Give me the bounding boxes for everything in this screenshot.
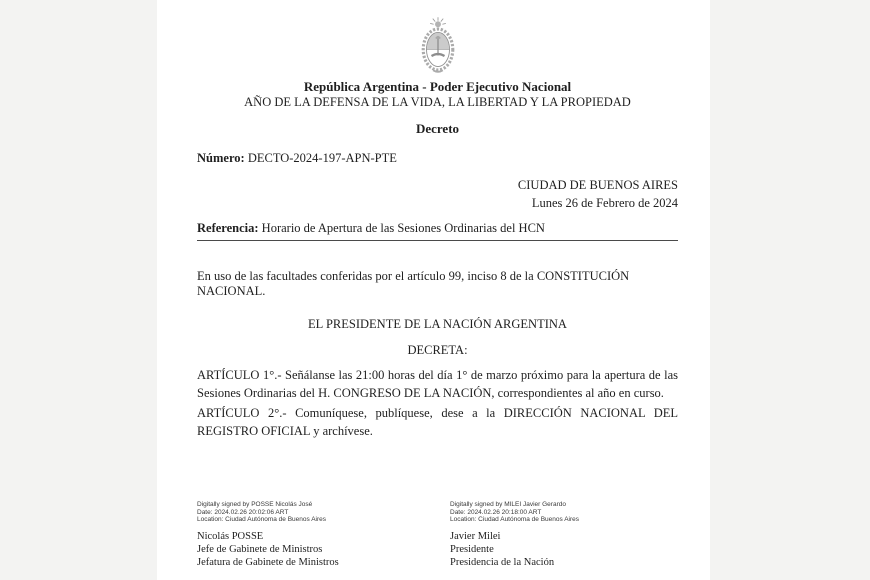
intro-paragraph: En uso de las facultades conferidas por el artículo 99, inciso 8 de la CONSTITUCIÓN NACIONAL. <box>197 269 630 298</box>
stamp-location: Location: Ciudad Autónoma de Buenos Aires <box>450 516 580 523</box>
coat-of-arms-wrap <box>197 16 678 81</box>
signer-identity <box>197 530 427 569</box>
signer-name: Nicolás POSSE <box>197 530 264 542</box>
place-date-block <box>197 176 678 212</box>
stamp-location: Location: Ciudad Autónoma de Buenos Aires <box>197 516 327 523</box>
argentina-coat-of-arms-icon <box>418 16 458 76</box>
year-motto-line: AÑO DE LA DEFENSA DE LA VIDA, LA LIBERTAD Y LA PROPIEDAD <box>244 95 631 109</box>
number-value: DECTO-2024-197-APN-PTE <box>247 151 397 165</box>
document-type-title: Decreto <box>415 121 460 136</box>
digital-signature-stamp <box>450 501 680 524</box>
signer-title: Jefe de Gabinete de Ministros <box>197 543 323 555</box>
signer-title: Presidente <box>450 543 494 555</box>
signer-identity <box>450 530 680 569</box>
reference-line <box>197 221 678 236</box>
decree-page <box>157 0 710 580</box>
number-label: Número: <box>197 151 245 165</box>
divider-rule <box>197 240 678 241</box>
republic-header-line: República Argentina - Poder Ejecutivo Nacional <box>303 79 572 94</box>
stamp-date: Date: 2024.02.26 20:02:06 ART <box>197 508 289 516</box>
signer-org: Presidencia de la Nación <box>450 556 555 568</box>
signature-block-posse <box>197 501 427 569</box>
article-2-paragraph: ARTÍCULO 2°.- Comuníquese, publíquese, dese a la DIRECCIÓN NACIONAL DEL REGISTRO OFICIAL y archívese. <box>197 406 678 438</box>
stamp-signed-by: Digitally signed by MILEI Javier Gerardo <box>450 501 566 508</box>
reference-text: Horario de Apertura de las Sesiones Ordinarias del HCN <box>261 221 545 235</box>
signer-org: Jefatura de Gabinete de Ministros <box>197 556 339 568</box>
decreta-line: DECRETA: <box>407 343 468 357</box>
reference-label: Referencia: <box>197 221 259 235</box>
digital-signature-stamp <box>197 501 427 524</box>
signer-name: Javier Milei <box>450 530 501 542</box>
stamp-date: Date: 2024.02.26 20:18:00 ART <box>450 508 542 516</box>
city-line: CIUDAD DE BUENOS AIRES <box>517 178 678 192</box>
date-line: Lunes 26 de Febrero de 2024 <box>531 196 678 210</box>
signature-block-milei <box>450 501 680 569</box>
stamp-signed-by: Digitally signed by POSSE Nicolás José <box>197 501 313 508</box>
authority-line: EL PRESIDENTE DE LA NACIÓN ARGENTINA <box>308 317 567 331</box>
decree-number-line <box>197 151 678 166</box>
article-1-paragraph: ARTÍCULO 1°.- Señálanse las 21:00 horas del día 1° de marzo próximo para la apertura de las Sesiones Ordinarias del H. CONGRESO DE LA NACIÓN, correspondientes al año en curso. <box>197 368 678 400</box>
